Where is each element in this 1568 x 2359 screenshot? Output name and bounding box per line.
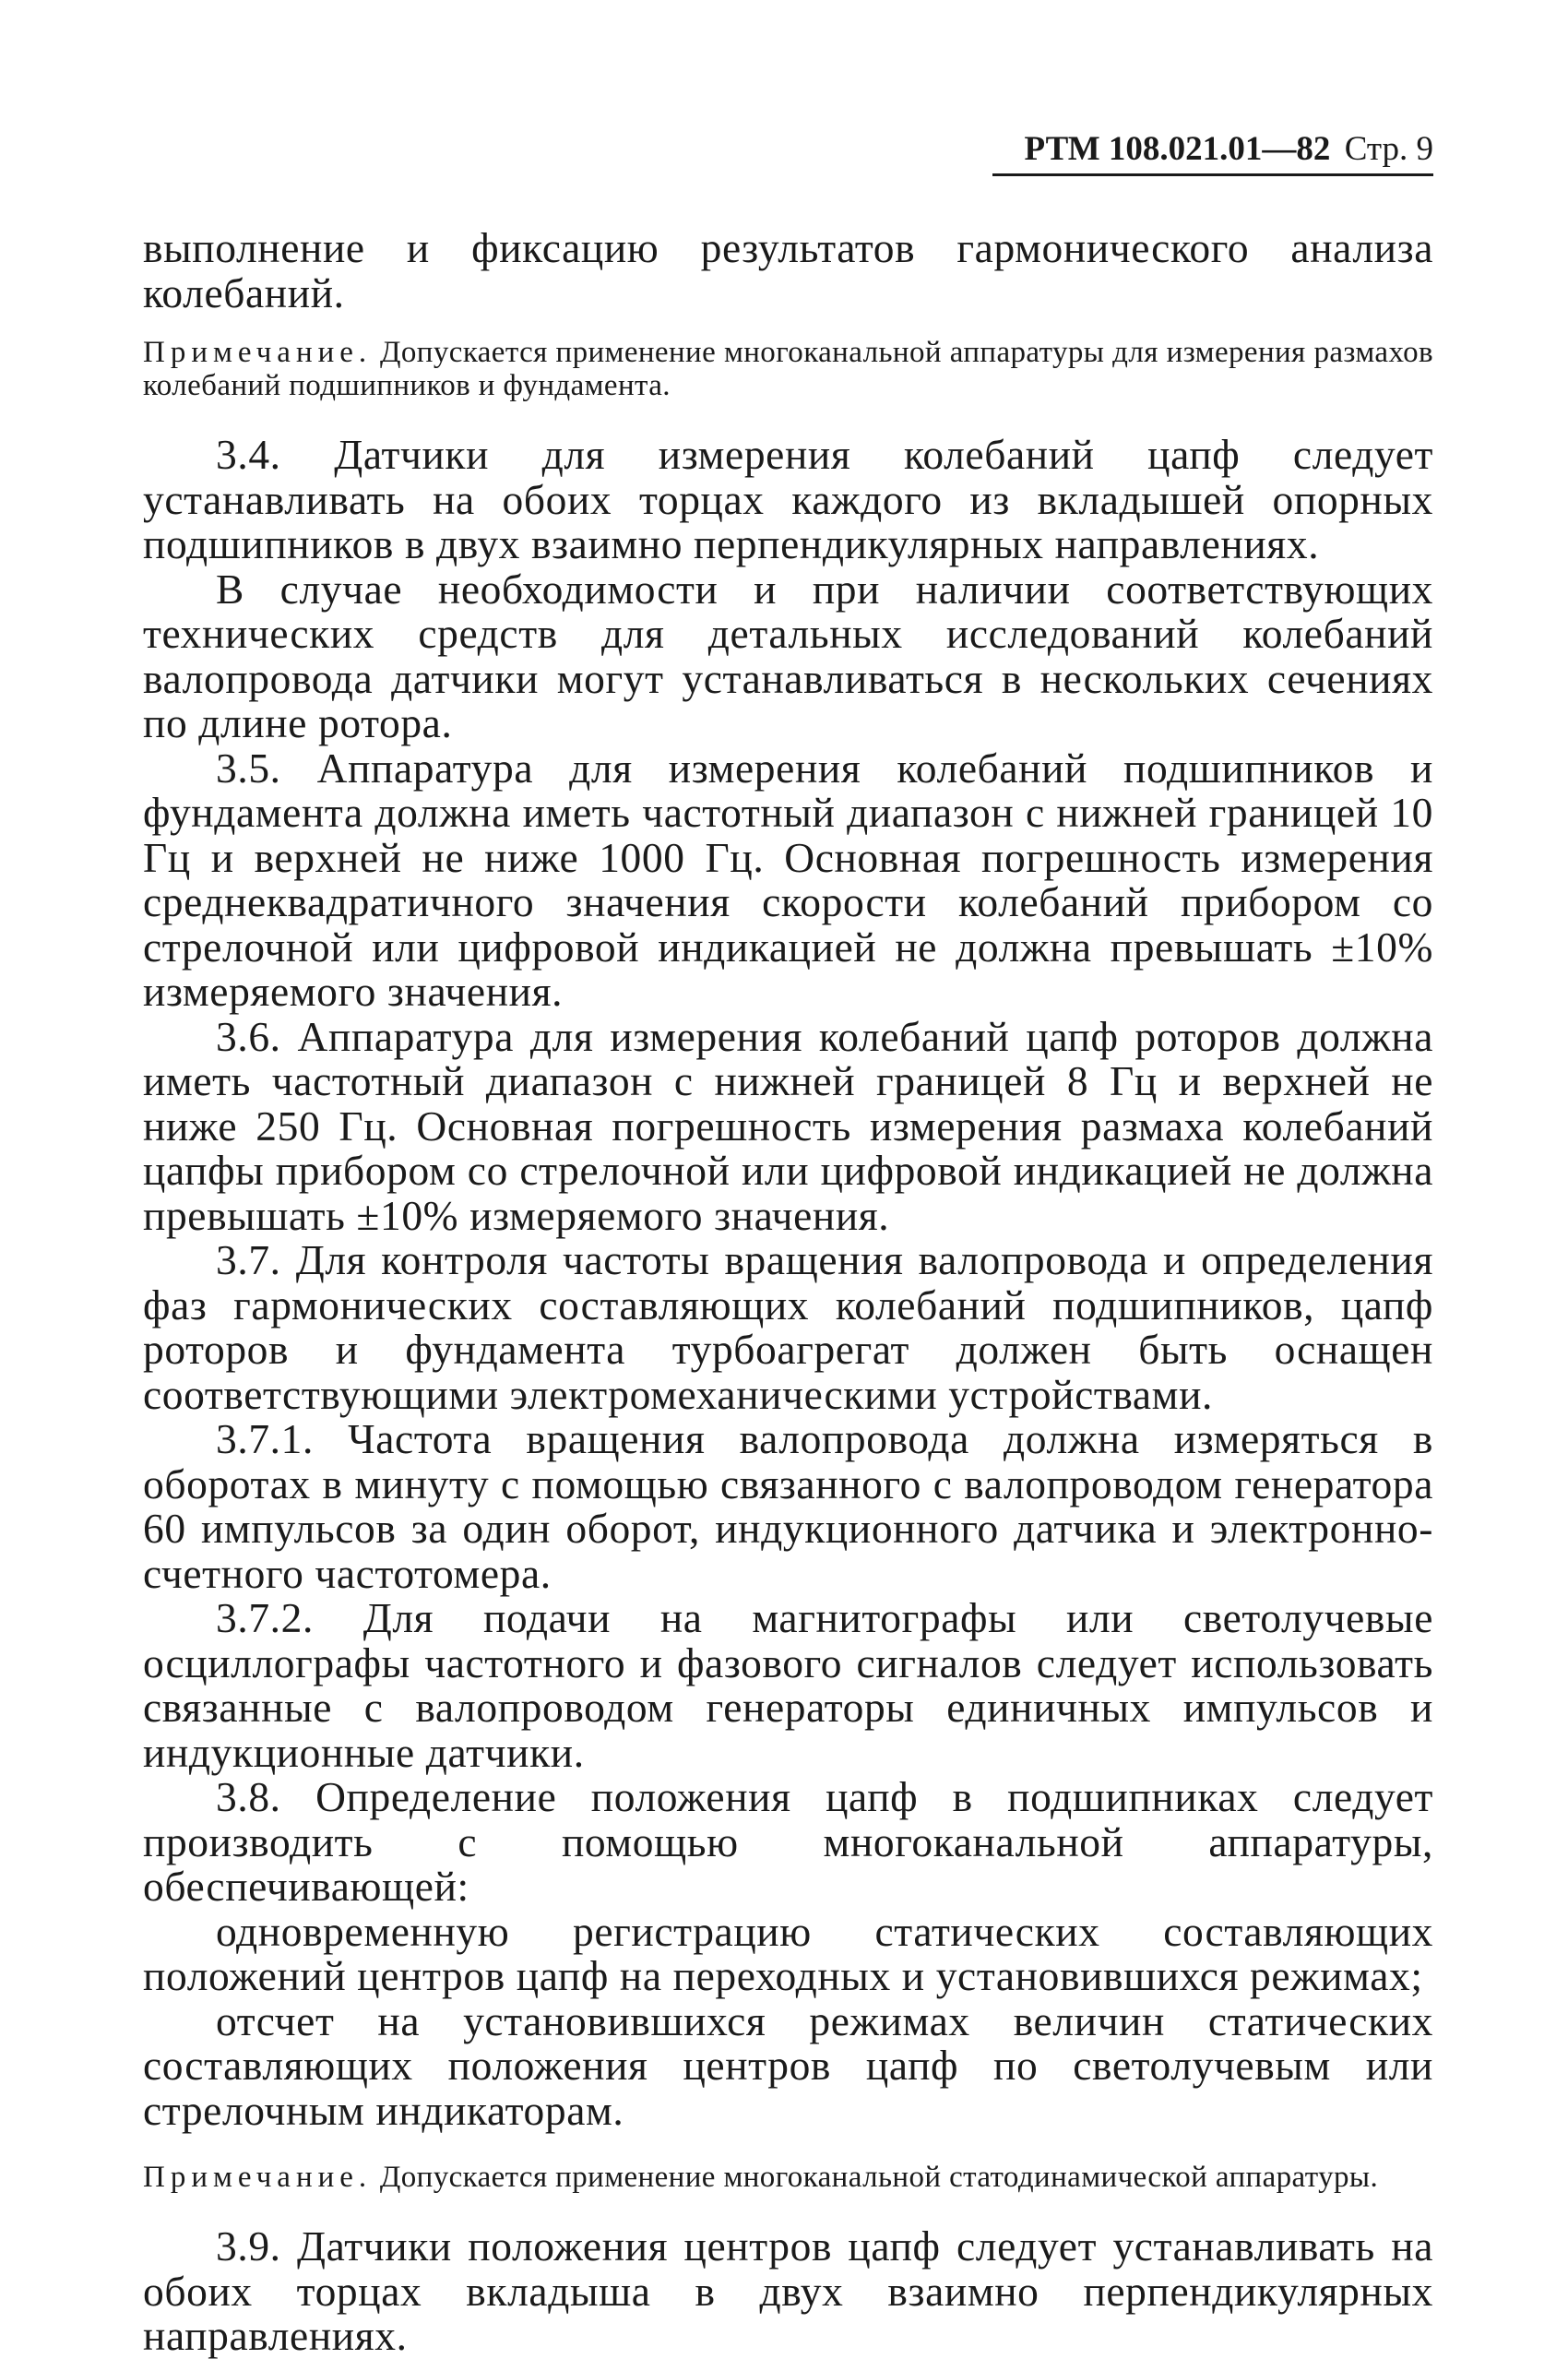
paragraph-3-7-2: 3.7.2. Для подачи на магнитографы или светолучевые осциллографы частотного и фазового сигналов следует использовать связанные с валопроводом генераторы единичных импульсов и индукционные датчики. bbox=[143, 1594, 1433, 1776]
paragraph-3-7-1: 3.7.1. Частота вращения валопровода должна измеряться в оборотах в минуту с помощью связанного с валопроводом генератора 60 импульсов за один оборот, индукционного датчика и электронно-счетного частотомера. bbox=[143, 1415, 1433, 1597]
page-number: Стр. 9 bbox=[1344, 130, 1433, 168]
paragraph-3-8: 3.8. Определение положения цапф в подшипниках следует производить с помощью многоканальной аппаратуры, обеспечивающей: bbox=[143, 1773, 1433, 1910]
note-label: Примечание. bbox=[143, 2161, 373, 2194]
note-text: Допускается применение многоканальной аппаратуры для измерения размахов колебаний подшипников и фундамента. bbox=[143, 336, 1433, 402]
paragraph-3-7: 3.7. Для контроля частоты вращения валопровода и определения фаз гармонических составляющих колебаний подшипников, цапф роторов и фундамента турбоагрегат должен быть оснащен соответствующими электромеханическими устройствами. bbox=[143, 1236, 1433, 1418]
paragraph-3-4: 3.4. Датчики для измерения колебаний цапф следует устанавливать на обоих торцах каждого из вкладышей опорных подшипников в двух взаимно перпендикулярных направлениях. bbox=[143, 431, 1433, 567]
document-body bbox=[143, 226, 1433, 2359]
note-text: Допускается применение многоканальной статодинамической аппаратуры. bbox=[379, 2161, 1379, 2194]
paragraph-continuation: выполнение и фиксацию результатов гармонического анализа колебаний. bbox=[143, 224, 1433, 316]
paragraph-3-9: 3.9. Датчики положения центров цапф следует устанавливать на обоих торцах вкладыша в двух взаимно перпендикулярных направлениях. bbox=[143, 2222, 1433, 2359]
note-2 bbox=[143, 2161, 1433, 2194]
paragraph-3-4-continued: В случае необходимости и при наличии соответствующих технических средств для детальных исследований колебаний валопровода датчики могут устанавливаться в нескольких сечениях по длине ротора. bbox=[143, 565, 1433, 746]
paragraph-3-8-item-2: отсчет на установившихся режимах величин статических составляющих положения центров цапф по светолучевым или стрелочным индикаторам. bbox=[143, 1996, 1433, 2134]
document-code: РТМ 108.021.01—82 bbox=[1024, 130, 1331, 168]
note-label: Примечание. bbox=[143, 336, 373, 369]
paragraph-3-8-item-1: одновременную регистрацию статических составляющих положений центров цапф на переходных и установившихся режимах; bbox=[143, 1907, 1433, 1999]
running-header bbox=[992, 131, 1433, 176]
paragraph-3-5: 3.5. Аппаратура для измерения колебаний подшипников и фундамента должна иметь частотный диапазон с нижней границей 10 Гц и верхней не ниже 1000 Гц. Основная погрешность измерения среднеквадратичного значения скорости колебаний прибором со стрелочной или цифровой индикацией не должна превышать ±10% измеряемого значения. bbox=[143, 744, 1433, 1015]
note-1 bbox=[143, 336, 1433, 402]
paragraph-3-6: 3.6. Аппаратура для измерения колебаний цапф роторов должна иметь частотный диапазон с нижней границей 8 Гц и верхней не ниже 250 Гц. Основная погрешность измерения размаха колебаний цапфы прибором со стрелочной или цифровой индикацией не должна превышать ±10% измеряемого значения. bbox=[143, 1012, 1433, 1239]
